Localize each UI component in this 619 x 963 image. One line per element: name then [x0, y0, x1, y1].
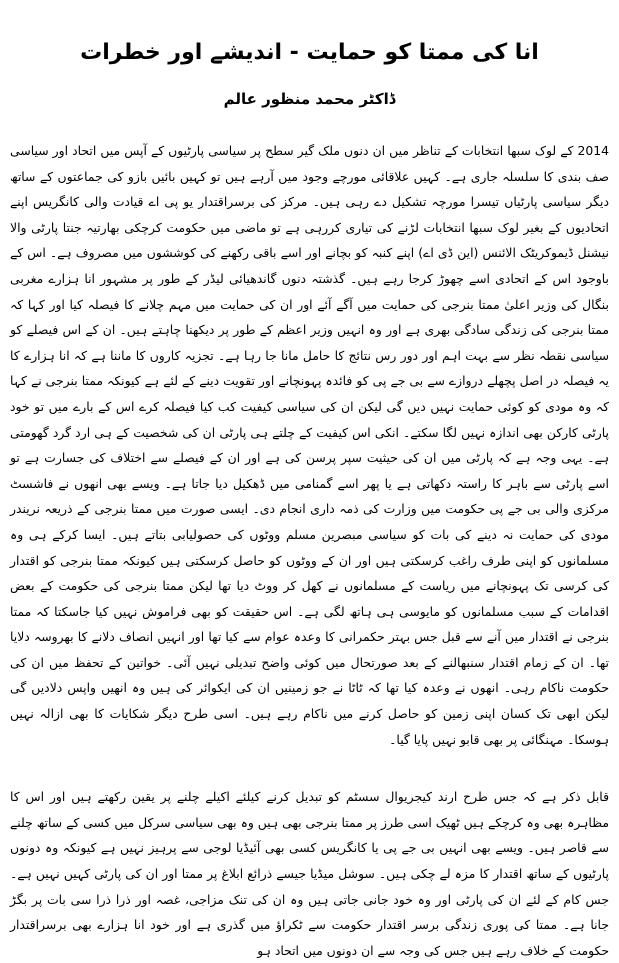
paragraph-spacer [10, 752, 609, 784]
paragraph-2: قابل ذکر ہے کہ جس طرح ارند کیجریوال سسٹم کو تبدیل کرنے کیلئے اکیلے چلنے پر یقین رکھتے ہیں اور اس کا مظاہرہ بھی وہ کرچکے ہیں ٹھیک اسی طرز پر ممتا بنرجی بھی ہیں وہ بھی سیاسی سرکل میں کسی کے ساتھ چلنے سے قاصر ہیں۔ ویسے بھی انہیں بی جے پی یا کانگریس کسی بھی آئیڈیا لوجی سے پرہیز نہیں ہے کیونکہ وہ دونوں پارٹیوں کے ساتھ اقتدار کا مزہ لے چکی ہیں۔ سوشل میڈیا جیسے ذرائع ابلاغ پر ممتا اور ان کی پارٹی کہیں نہیں ہے۔ جس کام کے لئے ان کی پارٹی اور وہ خود جانی جاتی ہیں وہ ان کی تنک مزاجی، غصہ اور ذرا ذرا سی بات پر بگڑ جانا ہے۔ ممتا کی پوری زندگی برسر اقتدار حکومت سے ٹکراؤ میں گذری ہے اور خود انا ہزارے بھی برسراقتدار حکومت کے خلاف رہے ہیں جس کی وجہ سے ان دونوں میں اتحاد ہو [10, 789, 609, 958]
article-body [10, 138, 609, 963]
author-byline: ڈاکٹر محمد منظور عالم [223, 90, 396, 108]
paragraph-1: 2014 کے لوک سبھا انتخابات کے تناظر میں ان دنوں ملک گیر سطح پر سیاسی پارٹیوں کے آپس میں اتحاد اور سیاسی صف بندی کا سلسلہ جاری ہے۔ کہیں علاقائی مورچے وجود میں آرہے ہیں تو کہیں بائیں بازو کی جماعتوں کے ساتھ دیگر سیاسی پارٹیاں تیسرا مورچہ تشکیل دے رہی ہیں۔ مرکز کی برسراقتدار یو پی اے قیادت والی کانگریس اپنے اتحادیوں کے بغیر لوک سبھا انتخابات لڑنے کی تیاری کررہی ہے تو ماضی میں حکومت کرچکی بھارتیہ جنتا پارٹی والا نیشنل ڈیموکریٹک الائنس (این ڈی اے) اپنے کنبہ کو بچانے اور اسے باقی رکھنے کی کوششوں میں مصروف ہے۔ اس کے باوجود اس کے اتحادی اسے چھوڑ کرجا رہے ہیں۔ گذشتہ دنوں گاندھیائی لیڈر کے طور پر مشہور انا ہزارے مغربی بنگال کی وزیر اعلیٰ ممتا بنرجی کی حمایت میں آگے آئے اور ان کی حمایت میں مہم چلانے کا فیصلہ کیا اور کہا کہ ممتا بنرجی کی زندگی سادگی بھری ہے اور وہ انہیں وزیر اعظم کے طور پر دیکھنا چاہتے ہیں۔ ان کے اس فیصلے کو سیاسی نقطہ نظر سے بہت اہم اور دور رس نتائج کا حامل مانا جا رہا ہے۔ تجزیہ کاروں کا ماننا ہے کہ انا ہزارے کا یہ فیصلہ در اصل پچھلے دروازے سے بی جے پی کو فائدہ پہونچانے اور تقویت دینے کے لئے ہے کیونکہ ممتا بنرجی نے کہا کہ وہ مودی کو کوئی حمایت نہیں دیں گی لیکن ان کی سیاسی کیفیت کب کیا فیصلہ کرے اس کے بارے میں تو خود پارٹی کارکن بھی اندازہ نہیں لگا سکتے۔ انکی اس کیفیت کے چلتے ہی پارٹی ان کی شخصیت کے ہی ارد گرد گھومتی ہے۔ یہی وجہ ہے کہ پارٹی میں ان کی حیثیت سپر پرسن کی ہے اور ان کے فیصلے سے اختلاف کی جسارت ہے تو اسے پارٹی سے باہر کا راستہ دکھاتی ہے یا پھر اسے گمنامی میں ڈھکیل دیا جاتا ہے۔ ویسے بھی انھوں نے فاشسٹ مرکزی والی بی جے پی حکومت میں وزارت کی ذمہ داری انجام دی۔ ایسی صورت میں ممتا بنرجی کے ذریعہ نریندر مودی کی حمایت نہ دینے کی بات کو سیاسی مبصرین مسلم ووٹوں کی حصولیابی بتاتے ہیں۔ ایسا کرکے ہی وہ مسلمانوں کو اپنی طرف راغب کرسکتی ہیں اور ان کے ووٹوں کو حاصل کرسکتی ہیں کیونکہ ممتا بنرجی کو اقتدار کی کرسی تک پہونچانے میں ریاست کے مسلمانوں نے کھل کر ووٹ دیا تھا لیکن ممتا بنرجی کی حکومت کے بعض اقدامات کے سبب مسلمانوں کو مایوسی ہی ہاتھ لگی ہے۔ اس حقیقت کو بھی فراموش نہیں کیا جاسکتا کہ ممتا بنرجی نے اقتدار میں آنے سے قبل جس بہتر حکمرانی کا وعدہ عوام سے کیا تھا اور انہیں انصاف دلانے کا بھروسہ دلایا تھا۔ ان کے زمام اقتدار سنبھالنے کے بعد صورتحال میں کوئی واضح تبدیلی نہیں آئی۔ خواتین کے تحفظ میں ان کی حکومت ناکام رہی۔ انھوں نے وعدہ کیا تھا کہ ٹاٹا نے جو زمینیں ان کی ایکوائر کی ہیں وہ انھیں واپس دلادیں گی لیکن ابھی تک کسان اپنی زمین کو حاصل کرنے میں ناکام رہے ہیں۔ اسی طرح دیگر شکایات کا بھی ازالہ نہیں ہوسکا۔ مہنگائی پر بھی قابو نہیں پایا گیا۔ [10, 143, 609, 747]
article-title: انا کی ممتا کو حمایت - اندیشے اور خطرات [80, 40, 539, 65]
